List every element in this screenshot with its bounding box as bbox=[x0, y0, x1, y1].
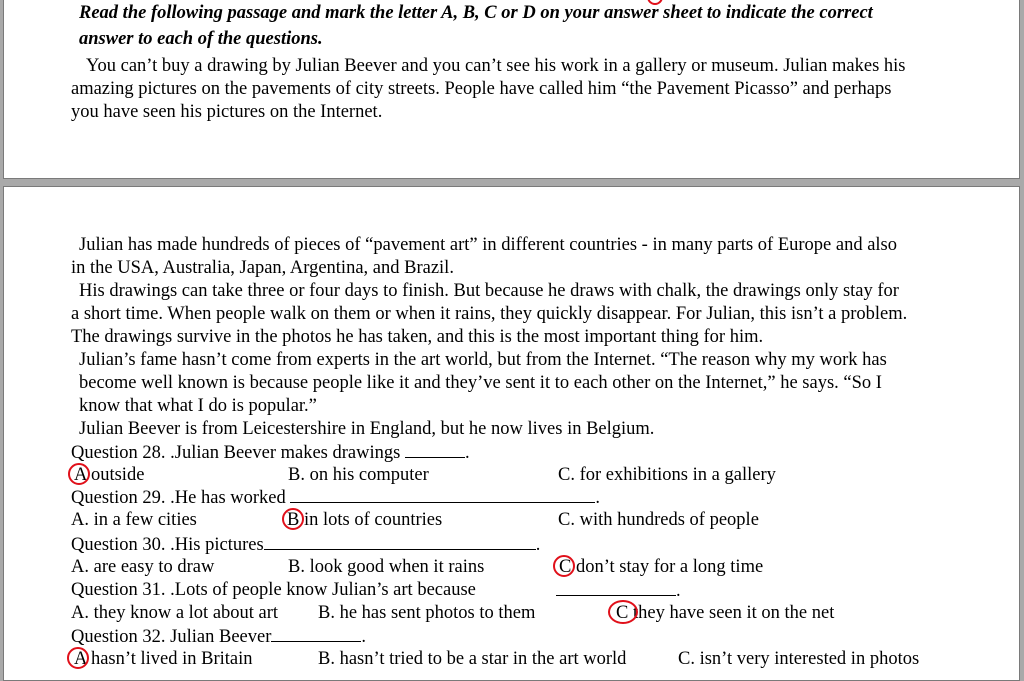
answer-blank bbox=[290, 486, 595, 503]
passage-line: in the USA, Australia, Japan, Argentina, and Brazil. bbox=[71, 258, 454, 278]
q28-option-b: B. on his computer bbox=[288, 465, 429, 485]
q30-option-a: A. are easy to draw bbox=[71, 557, 215, 577]
q29-option-b: B in lots of countries bbox=[287, 510, 443, 530]
document-page-2 bbox=[3, 186, 1020, 681]
passage-line: Julian’s fame hasn’t come from experts in the art world, but from the Internet. “The reason why my work has bbox=[79, 350, 887, 370]
question-32-stem: Question 32. Julian Beever . bbox=[71, 627, 366, 647]
q29-option-a: A. in a few cities bbox=[71, 510, 197, 530]
instruction-line-2: answer to each of the questions. bbox=[79, 29, 323, 49]
question-28-stem: Question 28. .Julian Beever makes drawings . bbox=[71, 443, 470, 463]
answer-blank bbox=[556, 579, 676, 596]
question-29-stem: Question 29. .He has worked . bbox=[71, 488, 601, 508]
q30-option-c: C don’t stay for a long time bbox=[559, 557, 764, 577]
q28-option-c: C. for exhibitions in a gallery bbox=[558, 465, 776, 485]
q31-option-a: A. they know a lot about art bbox=[71, 603, 279, 623]
passage-line: amazing pictures on the pavements of city streets. People have called him “the Pavement Picasso” and perhaps bbox=[71, 79, 892, 99]
answer-blank bbox=[264, 533, 536, 550]
q30-option-b: B. look good when it rains bbox=[288, 557, 485, 577]
passage-line: You can’t buy a drawing by Julian Beever and you can’t see his work in a gallery or museum. Julian makes his bbox=[86, 56, 906, 76]
answer-blank bbox=[405, 441, 465, 458]
passage-line: a short time. When people walk on them or when it rains, they quickly disappear. For Julian, this isn’t a problem. bbox=[71, 304, 908, 324]
q29-option-c: C. with hundreds of people bbox=[558, 510, 759, 530]
passage-line: Julian Beever is from Leicestershire in England, but he now lives in Belgium. bbox=[79, 419, 655, 439]
passage-line: become well known is because people like it and they’ve sent it to each other on the Internet,” he says. “So I bbox=[79, 373, 882, 393]
passage-line: you have seen his pictures on the Internet. bbox=[71, 102, 383, 122]
answer-blank bbox=[271, 625, 361, 642]
q28-option-a: A outside bbox=[74, 465, 145, 485]
q31-option-b: B. he has sent photos to them bbox=[318, 603, 536, 623]
q32-option-c: C. isn’t very interested in photos bbox=[678, 649, 920, 669]
instruction-line-1: Read the following passage and mark the letter A, B, C or D on your answer sheet to indicate the correct bbox=[79, 3, 873, 23]
passage-line: Julian has made hundreds of pieces of “pavement art” in different countries - in many parts of Europe and also bbox=[79, 235, 898, 255]
passage-line: His drawings can take three or four days to finish. But because he draws with chalk, the drawings only stay for bbox=[79, 281, 899, 301]
q32-option-a: A hasn’t lived in Britain bbox=[74, 649, 253, 669]
passage-line: know that what I do is popular.” bbox=[79, 396, 317, 416]
question-31-stem: Question 31. .Lots of people know Julian’s art because bbox=[71, 580, 476, 600]
question-31-blank: . bbox=[556, 579, 681, 602]
question-30-stem: Question 30. .His pictures . bbox=[71, 535, 541, 555]
q32-option-b: B. hasn’t tried to be a star in the art world bbox=[318, 649, 627, 669]
document-page-1 bbox=[3, 0, 1020, 179]
q31-option-c: C they have seen it on the net bbox=[616, 603, 835, 623]
passage-line: The drawings survive in the photos he has taken, and this is the most important thing for him. bbox=[71, 327, 764, 347]
